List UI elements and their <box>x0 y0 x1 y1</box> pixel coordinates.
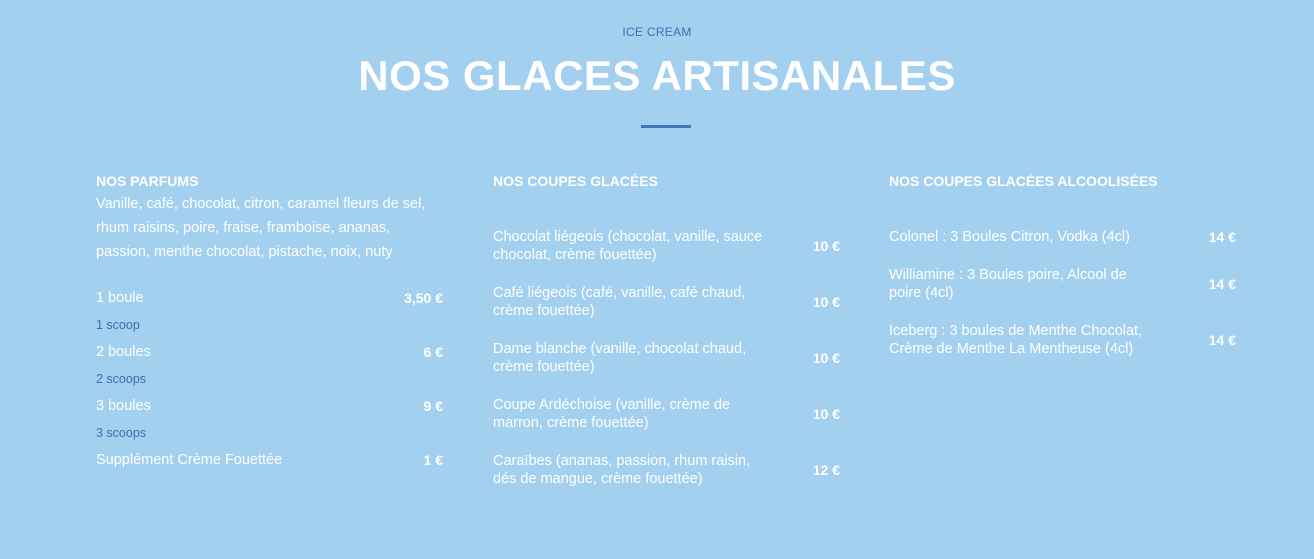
menu-item <box>493 452 840 488</box>
price-item-subtitle: 3 scoops <box>96 426 147 440</box>
price-item-name: 2 boules <box>96 344 151 360</box>
price-item-name: 3 boules <box>96 398 151 414</box>
alcool-title: NOS COUPES GLACÉES ALCOOLISÉES <box>889 173 1158 189</box>
price-item <box>96 288 443 342</box>
menu-item-price: 10 € <box>812 238 840 254</box>
menu-item <box>889 266 1236 302</box>
price-item-name: 1 boule <box>96 290 144 306</box>
parfums-column <box>96 172 443 470</box>
price-item-price: 1 € <box>423 452 443 468</box>
title-divider <box>641 125 691 128</box>
coupes-price-list <box>493 228 840 488</box>
section-eyebrow: ICE CREAM <box>622 25 692 39</box>
coupes-column <box>493 172 840 488</box>
menu-item <box>493 396 840 432</box>
price-item <box>96 396 443 450</box>
price-item-price: 6 € <box>423 344 443 360</box>
menu-item <box>493 340 840 376</box>
menu-item-price: 10 € <box>812 406 840 422</box>
page-title: NOS GLACES ARTISANALES <box>358 52 956 99</box>
menu-item-price: 14 € <box>1208 276 1236 292</box>
alcool-price-list <box>889 228 1236 358</box>
menu-item-name: Dame blanche (vanille, chocolat chaud, crème fouettée) <box>493 341 747 375</box>
parfums-description: Vanille, café, chocolat, citron, caramel fleurs de sel, rhum raisins, poire, fraise, framboise, ananas, passion, menthe chocolat, pistache, noix, nuty <box>96 196 426 260</box>
menu-item-name: Colonel : 3 Boules Citron, Vodka (4cl) <box>889 229 1130 245</box>
price-item-subtitle: 1 scoop <box>96 318 140 332</box>
menu-item-name: Chocolat liégeois (chocolat, vanille, sauce chocolat, crème fouettée) <box>493 229 763 263</box>
price-item-price: 9 € <box>423 398 443 414</box>
price-item-subtitle: 2 scoops <box>96 372 147 386</box>
menu-item-price: 12 € <box>812 462 840 478</box>
menu-item <box>493 228 840 264</box>
price-item-name: Supplément Crème Fouettée <box>96 452 283 468</box>
parfums-title: NOS PARFUMS <box>96 173 199 189</box>
menu-item-name: Coupe Ardéchoise (vanille, crème de marron, crème fouettée) <box>493 397 730 431</box>
menu-item-name: Café liégeois (café, vanille, café chaud, crème fouettée) <box>493 285 746 319</box>
menu-item-price: 10 € <box>812 294 840 310</box>
menu-item <box>889 322 1236 358</box>
menu-item <box>493 284 840 320</box>
price-item-price: 3,50 € <box>404 290 443 306</box>
menu-item-price: 14 € <box>1208 332 1236 348</box>
menu-item-price: 14 € <box>1208 229 1236 245</box>
menu-item-name: Iceberg : 3 boules de Menthe Chocolat, Crème de Menthe La Mentheuse (4cl) <box>889 323 1143 357</box>
price-item <box>96 342 443 396</box>
alcool-column <box>889 172 1236 358</box>
menu-item <box>889 228 1236 246</box>
menu-item-name: Williamine : 3 Boules poire, Alcool de poire (4cl) <box>889 267 1127 301</box>
menu-item-name: Caraïbes (ananas, passion, rhum raisin, dés de mangue, crème fouettée) <box>493 453 751 487</box>
menu-item-price: 10 € <box>812 350 840 366</box>
parfums-price-list <box>96 288 443 470</box>
price-item <box>96 450 443 470</box>
coupes-title: NOS COUPES GLACÉES <box>493 173 658 189</box>
